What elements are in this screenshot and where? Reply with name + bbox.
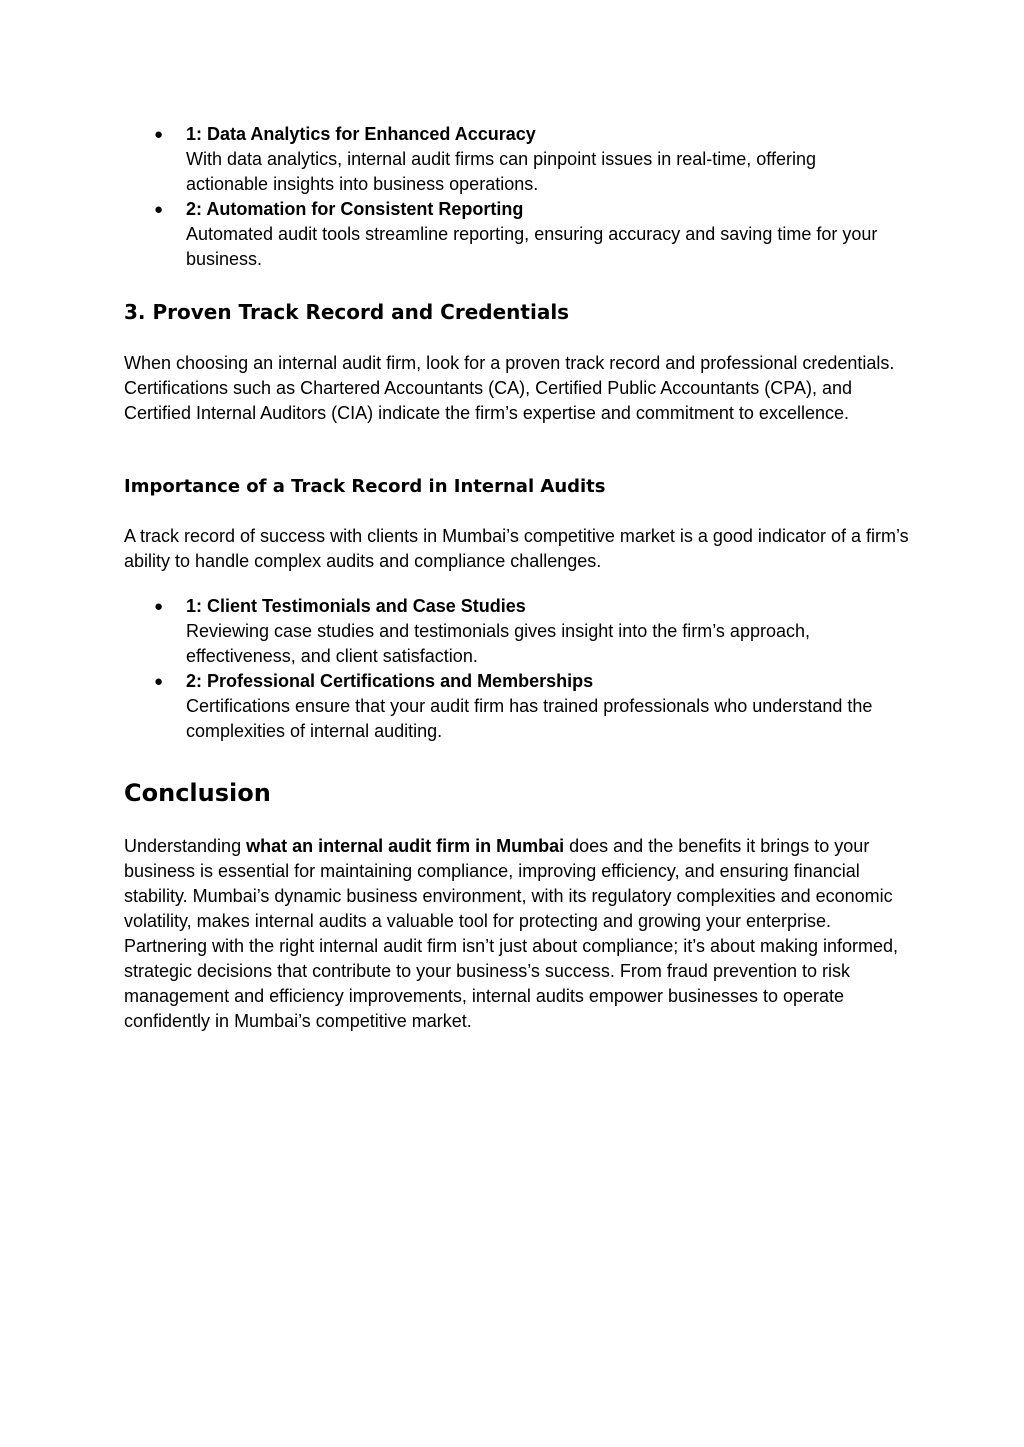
list-item bbox=[124, 669, 914, 744]
list-item bbox=[124, 122, 914, 197]
conclusion-heading: Conclusion bbox=[124, 779, 271, 807]
bullet-list-technology bbox=[124, 122, 914, 272]
list-item-body: Certifications ensure that your audit firm has trained professionals who understand the complexities of internal auditing. bbox=[186, 696, 873, 741]
section-paragraph: When choosing an internal audit firm, look for a proven track record and professional credentials. Certifications such as Chartered Accountants (CA), Certified Public Accountants (CPA), and Certified Internal Auditors (CIA) indicate the firm’s expertise and commitment to excellence. bbox=[124, 353, 895, 423]
list-item-body: Reviewing case studies and testimonials gives insight into the firm’s approach, effectiveness, and client satisfaction. bbox=[186, 621, 810, 666]
list-item-title: 2: Professional Certifications and Memberships bbox=[186, 671, 594, 691]
list-item-title: 1: Client Testimonials and Case Studies bbox=[186, 596, 526, 616]
bullet-icon: ● bbox=[154, 673, 164, 690]
list-item bbox=[124, 197, 914, 272]
section-heading: 3. Proven Track Record and Credentials bbox=[124, 300, 570, 324]
list-item-title: 1: Data Analytics for Enhanced Accuracy bbox=[186, 124, 536, 144]
bullet-icon: ● bbox=[154, 201, 164, 218]
bullet-icon: ● bbox=[154, 126, 164, 143]
conclusion-bold-phrase: what an internal audit firm in Mumbai bbox=[246, 836, 565, 856]
list-item-body: With data analytics, internal audit firms can pinpoint issues in real-time, offering actionable insights into business operations. bbox=[186, 149, 816, 194]
conclusion-paragraph bbox=[124, 834, 904, 1034]
bullet-icon: ● bbox=[154, 598, 164, 615]
conclusion-intro: Understanding bbox=[124, 836, 247, 856]
list-item-title: 2: Automation for Consistent Reporting bbox=[186, 199, 524, 219]
bullet-list-credentials bbox=[124, 594, 914, 744]
subsection-heading: Importance of a Track Record in Internal Audits bbox=[124, 476, 606, 497]
list-item-body: Automated audit tools streamline reporting, ensuring accuracy and saving time for your business. bbox=[186, 224, 878, 269]
conclusion-body: does and the benefits it brings to your business is essential for maintaining compliance, improving efficiency, and ensuring financial stability. Mumbai’s dynamic business environment, with its regulatory complexities and economic volatility, makes internal audits a valuable tool for protecting and growing your enterprise. Partnering with the right internal audit firm isn’t just about compliance; it’s about making informed, strategic decisions that contribute to your business’s success. From fraud prevention to risk management and efficiency improvements, internal audits empower businesses to operate confidently in Mumbai’s competitive market. bbox=[124, 836, 899, 1031]
subsection-paragraph: A track record of success with clients in Mumbai’s competitive market is a good indicator of a firm’s ability to handle complex audits and compliance challenges. bbox=[124, 526, 909, 571]
list-item bbox=[124, 594, 914, 669]
